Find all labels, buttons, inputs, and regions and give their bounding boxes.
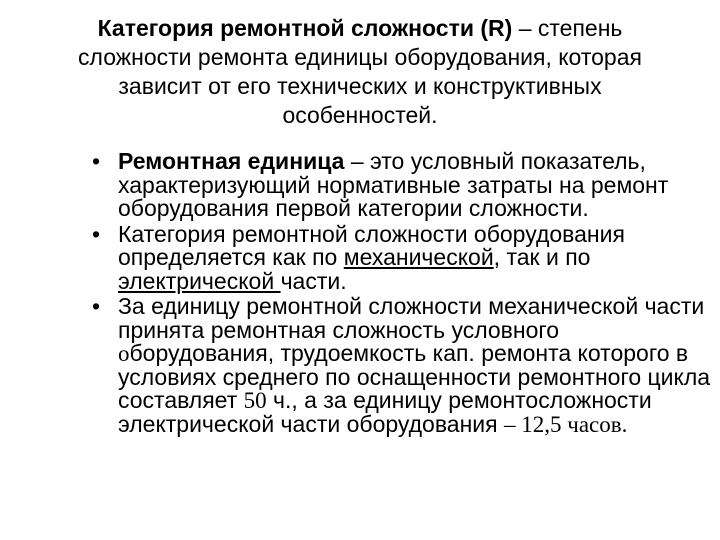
bullet-3-num-12-5: 12,5 часов — [515, 411, 622, 437]
bullet-2-text-a: Категория ремонтной сложности оборудования определяется как по — [118, 220, 625, 270]
bullet-item-category — [92, 220, 716, 294]
bullet-item-unit-definition — [92, 295, 716, 436]
bullet-3-o-char: о — [118, 341, 130, 366]
bullet-3-dash: – — [504, 411, 516, 437]
bullet-3-text-c: ч., а за единицу ремонтосложности электрической части оборудования — [118, 387, 652, 437]
bullet-3-num-50: 50 — [243, 388, 267, 413]
bullet-2-text-c: части. — [280, 267, 347, 294]
bullet-3-text-b: борудования, трудоемкость кап. ремонта которого в условиях среднего по оснащенности ремонтного цикла составляет — [118, 340, 711, 413]
bullet-3-end: . — [621, 411, 628, 437]
bullet-1-term: Ремонтная единица — [118, 148, 345, 174]
bullet-list — [92, 150, 716, 438]
bullet-3-text-a: За единицу ремонтной сложности механической части принята ремонтная сложность условного — [118, 293, 705, 343]
bullet-item-repair-unit — [92, 150, 716, 221]
bullet-icon: • — [92, 220, 101, 247]
bullet-2-electrical: электрической — [118, 267, 281, 294]
bullet-icon: • — [92, 148, 101, 174]
title-definition: – степень сложности ремонта единицы оборудования, которая зависит от его технических и конструктивных особенностей. — [78, 15, 642, 128]
title-term: Категория ремонтной сложности (R) — [97, 15, 513, 41]
bullet-2-text-b: , так и по — [493, 244, 591, 270]
slide-title — [40, 14, 680, 130]
bullet-icon: • — [92, 293, 101, 319]
bullet-1-text: – это условный показатель, характеризующий нормативные затраты на ремонт оборудования первой категории сложности. — [118, 148, 669, 221]
bullet-2-mechanical: механической — [343, 244, 494, 270]
